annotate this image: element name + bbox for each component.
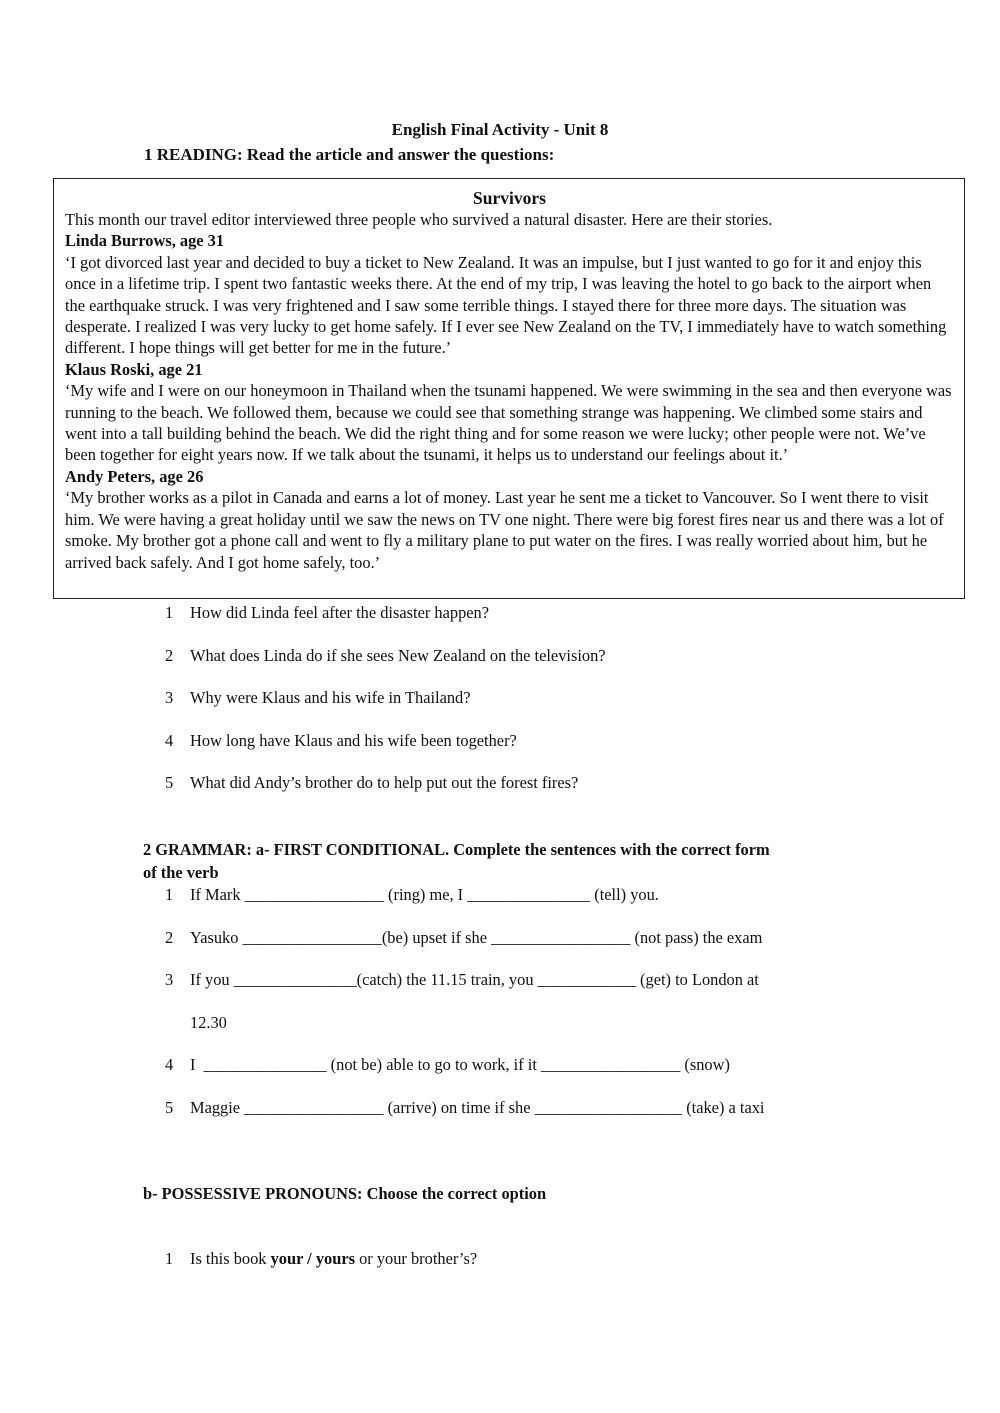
story-name: Andy Peters, age 26 bbox=[65, 466, 204, 486]
possessive-heading: b- POSSESSIVE PRONOUNS: Choose the correct option bbox=[143, 1184, 547, 1203]
grammar-item: 5 Maggie _________________ (arrive) on time if she __________________ (take) a taxi bbox=[165, 1098, 765, 1117]
section1-instruction: Read the article and answer the questions: bbox=[246, 145, 555, 164]
article-box bbox=[53, 178, 965, 599]
section1-heading bbox=[144, 144, 554, 166]
question-item: 3 Why were Klaus and his wife in Thailand? bbox=[165, 688, 471, 707]
story-name: Linda Burrows, age 31 bbox=[65, 231, 225, 251]
story-text: ‘My wife and I were on our honeymoon in Thailand when the tsunami happened. We were swimming in the sea and then everyone was running to the beach. We followed them, because we could see that something strange was happening. We climbed some stairs and went into a tall building behind the beach. We did the right thing and for some reason we were lucky; other people were not. We’ve been together for eight years now. If we talk about the tsunami, it helps us to understand our feelings about it.’ bbox=[65, 381, 952, 465]
grammar-item-continuation: 12.30 bbox=[190, 1013, 227, 1032]
possessive-item: 1 Is this book your / yours or your brother’s? bbox=[165, 1249, 478, 1268]
grammar-item: 1 If Mark _________________ (ring) me, I _______________ (tell) you. bbox=[165, 885, 659, 904]
grammar-heading: 2 GRAMMAR: a- FIRST CONDITIONAL. Complete the sentences with the correct form bbox=[143, 840, 770, 859]
grammar-heading-cont: of the verb bbox=[143, 863, 219, 882]
question-item: 5 What did Andy’s brother do to help put out the forest fires? bbox=[165, 773, 579, 792]
grammar-item: 3 If you _______________(catch) the 11.15 train, you ____________ (get) to London at bbox=[165, 970, 759, 989]
story-text: ‘My brother works as a pilot in Canada and earns a lot of money. Last year he sent me a ticket to Vancouver. So I went there to visit him. We were having a great holiday until we saw the news on TV one night. There were big forest fires near us and there was a lot of smoke. My brother got a phone call and went to fly a military plane to put water on the fires. I was really worried about him, but he arrived back safely. And I got home safely, too.’ bbox=[65, 488, 944, 572]
story-name: Klaus Roski, age 21 bbox=[65, 359, 203, 379]
grammar-item: 2 Yasuko _________________(be) upset if she _________________ (not pass) the exam bbox=[165, 928, 763, 947]
question-item: 4 How long have Klaus and his wife been together? bbox=[165, 731, 517, 750]
story-text: ‘I got divorced last year and decided to buy a ticket to New Zealand. It was an impulse, but I just wanted to go for it and enjoy this once in a lifetime trip. I spent two fantastic weeks there. At the end of my trip, I was leaving the hotel to go back to the airport when the earthquake struck. I was very frightened and I saw some terrible things. I stayed there for three more days. The situation was desperate. I realized I was very lucky to get home safely. If I ever see New Zealand on the TV, I immediately have to watch something different. I hope things will get better for me in the future.’ bbox=[65, 252, 947, 358]
question-item: 1 How did Linda feel after the disaster happen? bbox=[165, 603, 490, 622]
question-item: 2 What does Linda do if she sees New Zealand on the television? bbox=[165, 646, 606, 665]
article-intro: This month our travel editor interviewed three people who survived a natural disaster. Here are their stories. bbox=[65, 210, 773, 229]
section1-label: 1 READING: bbox=[144, 145, 243, 164]
page-title: English Final Activity - Unit 8 bbox=[391, 120, 609, 139]
option-choice[interactable]: your / yours bbox=[270, 1249, 355, 1268]
article-title: Survivors bbox=[473, 188, 546, 208]
grammar-item: 4 I _______________ (not be) able to go to work, if it _________________ (snow) bbox=[165, 1055, 730, 1074]
